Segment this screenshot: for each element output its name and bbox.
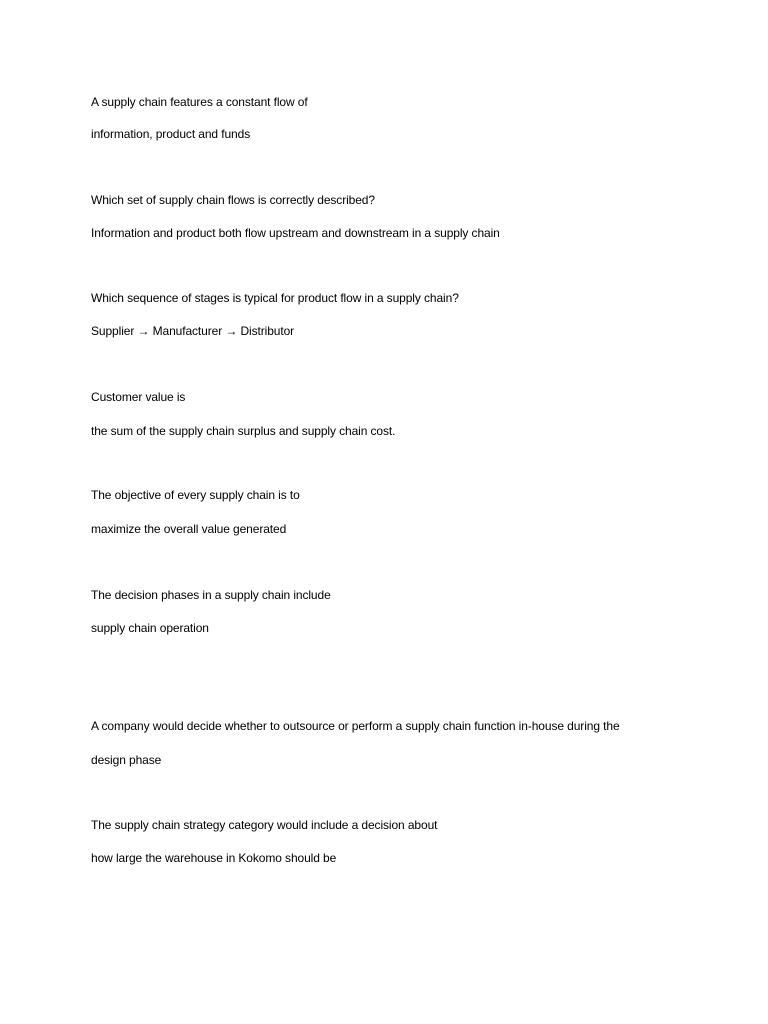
answer-2-text: Information and product both flow upstream and downstream in a supply chain xyxy=(91,226,500,240)
question-6-text: The decision phases in a supply chain include xyxy=(91,588,331,602)
answer-8-text: how large the warehouse in Kokomo should be xyxy=(91,851,337,865)
question-2-text: Which set of supply chain flows is correctly described? xyxy=(91,193,375,207)
answer-6-text: supply chain operation xyxy=(91,621,209,635)
answer-7-text: design phase xyxy=(91,753,162,767)
answer-1-text: information, product and funds xyxy=(91,127,251,141)
question-1-text: A supply chain features a constant flow of xyxy=(91,95,308,109)
question-3-text: Which sequence of stages is typical for product flow in a supply chain? xyxy=(91,291,459,305)
answer-4-text: the sum of the supply chain surplus and supply chain cost. xyxy=(91,424,396,438)
question-8-text: The supply chain strategy category would include a decision about xyxy=(91,818,438,832)
question-4-text: Customer value is xyxy=(91,390,186,404)
answer-3-text: Supplier → Manufacturer → Distributor xyxy=(91,324,295,338)
answer-5-text: maximize the overall value generated xyxy=(91,522,287,536)
question-5-text: The objective of every supply chain is to xyxy=(91,488,300,502)
question-7-text: A company would decide whether to outsource or perform a supply chain function in-house during the xyxy=(91,719,620,733)
